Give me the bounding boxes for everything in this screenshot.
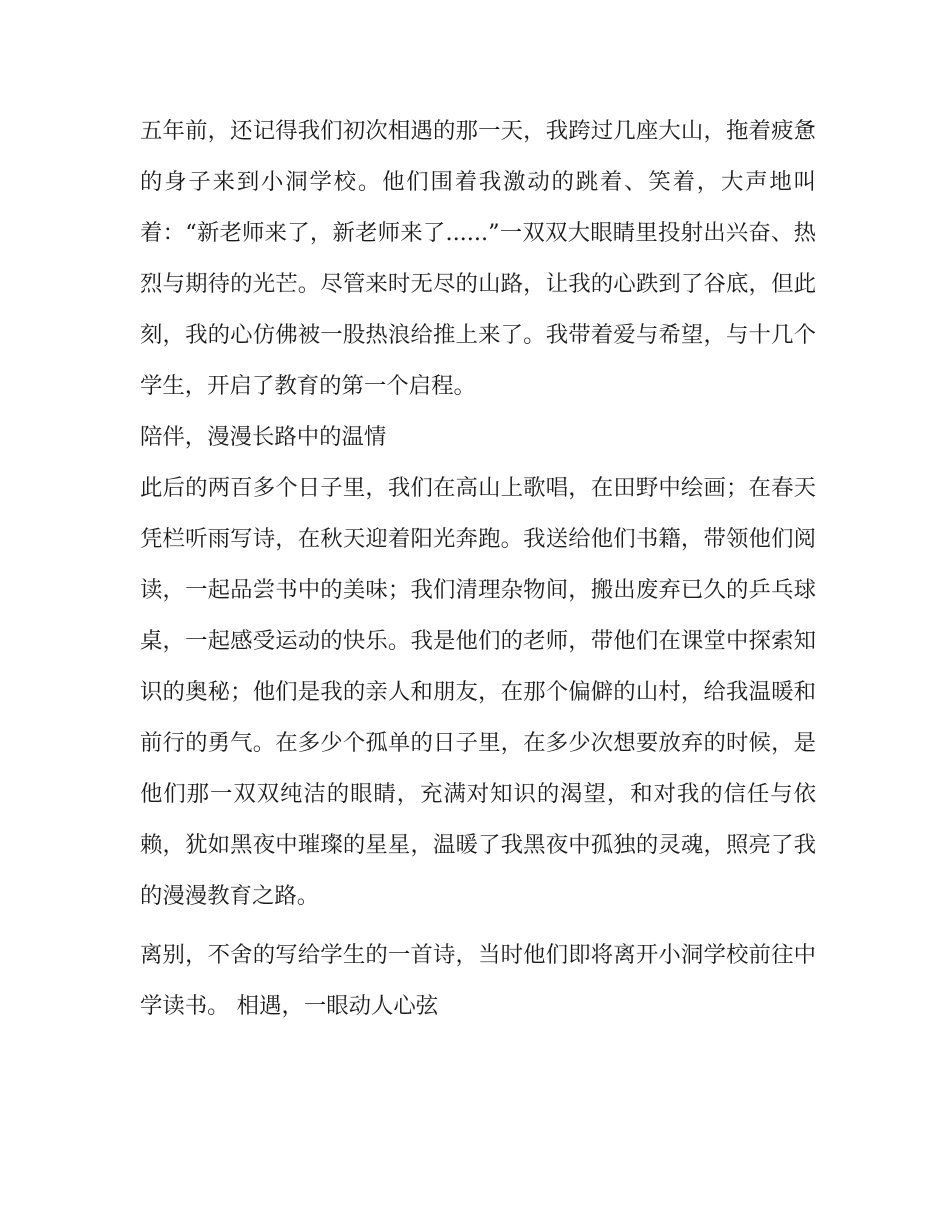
paragraph-days-together: 此后的两百多个日子里，我们在高山上歌唱，在田野中绘画；在春天凭栏听雨写诗，在秋天迎着阳光奔跑。我送给他们书籍，带领他们阅读，一起品尝书中的美味；我们清理杂物间，搬出废弃已久的乒乓球桌，一起感受运动的快乐。我是他们的老师，带他们在课堂中探索知识的奥秘；他们是我的亲人和朋友，在那个偏僻的山村，给我温暖和前行的勇气。在多少个孤单的日子里，在多少次想要放弃的时候，是他们那一双双纯洁的眼睛，充满对知识的渴望，和对我的信任与依赖，犹如黑夜中璀璨的星星，温暖了我黑夜中孤独的灵魂，照亮了我的漫漫教育之路。 — [140, 475, 816, 909]
paragraph-farewell: 离别，不舍的写给学生的一首诗，当时他们即将离开小洞学校前往中学读书。 相遇，一眼动人心弦 — [140, 942, 816, 1019]
paragraph-spacer — [140, 922, 816, 930]
section-heading-companionship: 陪伴，漫漫长路中的温情 — [140, 424, 387, 450]
paragraph-first-meeting: 五年前，还记得我们初次相遇的那一天，我跨过几座大山，拖着疲惫的身子来到小洞学校。他们围着我激动的跳着、笑着，大声地叫着：“新老师来了，新老师来了......”一双双大眼睛里投射出兴奋、热烈与期待的光芒。尽管来时无尽的山路，让我的心跌到了谷底，但此刻，我的心仿佛被一股热浪给推上来了。我带着爱与希望，与十几个学生，开启了教育的第一个启程。 — [140, 118, 816, 399]
document-body — [140, 106, 816, 1032]
